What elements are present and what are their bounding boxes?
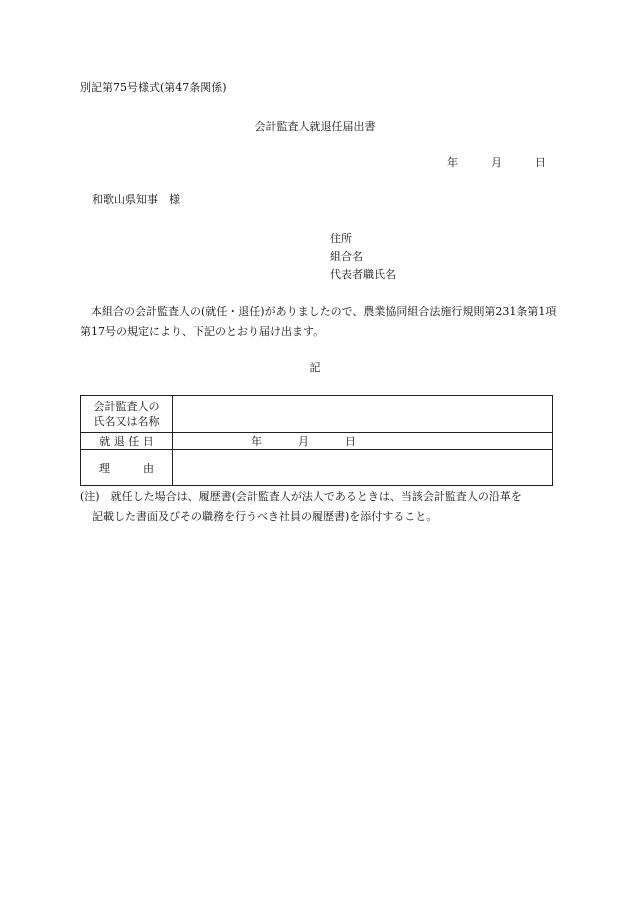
document-title: 会計監査人就退任届出書 [254,120,376,133]
table-date-day: 日 [345,435,356,448]
applicant-block [330,232,396,286]
appointment-date-field[interactable] [173,433,553,450]
union-name-label: 組合名 [330,250,363,263]
auditor-name-label [81,396,173,433]
date-month-label: 月 [491,156,502,169]
date-year-label: 年 [447,156,458,169]
ki-heading: 記 [309,361,321,374]
form-number: 別記第75号様式(第47条関係) [80,81,227,94]
auditor-name-label-line1: 会計監査人の [93,400,160,413]
date-day-label: 日 [535,156,546,169]
note-line2: 記載した書面及びその職務を行うべき社員の履歴書)を添付すること。 [92,510,438,523]
representative-label: 代表者職氏名 [330,268,396,281]
table-date-month: 月 [298,435,309,448]
auditor-name-field[interactable] [173,396,553,433]
submission-date [447,156,546,170]
note-prefix: (注) [80,490,100,503]
appointment-date-label: 就 退 任 日 [81,433,173,450]
addressee: 和歌山県知事 様 [92,193,180,206]
body-text: 本組合の会計監査人の(就任・退任)がありましたので、農業協同組合法施行規則第231条第1項第17号の規定により、下記のとおり届け出ます。 [80,305,557,338]
note [80,487,560,527]
reason-label: 理 由 [81,450,173,486]
table-date-year: 年 [251,435,262,448]
auditor-name-label-line2: 氏名又は名称 [93,415,160,428]
address-label: 住所 [330,232,352,245]
note-line1: 就任した場合は、履歴書(会計監査人が法人であるときは、当該会計監査人の沿革を [99,490,522,503]
reason-field[interactable] [173,450,553,486]
table-row-reason [81,450,553,486]
detail-table [80,395,553,486]
table-row-auditor-name [81,396,553,433]
table-row-date [81,433,553,450]
